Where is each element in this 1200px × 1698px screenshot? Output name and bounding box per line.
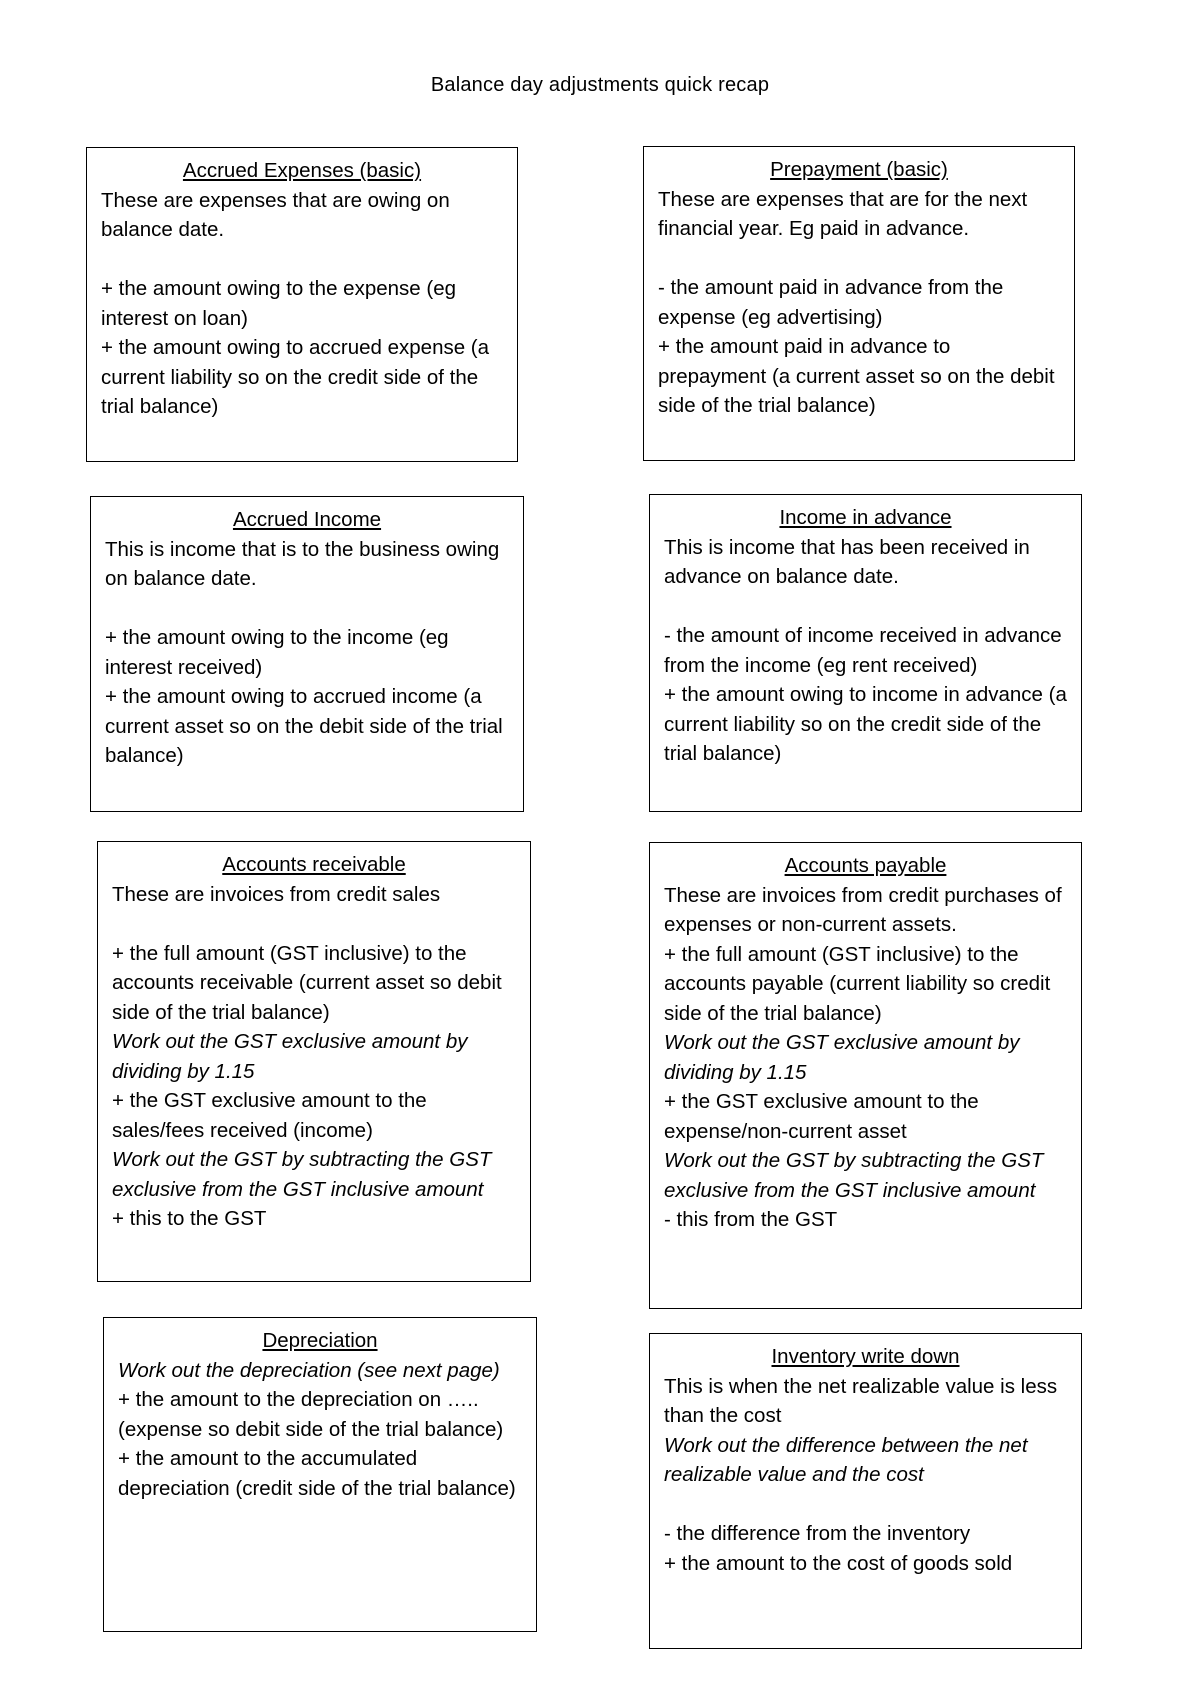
box-title: Accrued Expenses (basic) [182,159,422,182]
accounts-payable-box [649,842,1082,1309]
box-description: These are expenses that are owing on balance date. [101,188,450,241]
box-instruction: Work out the depreciation (see next page) [118,1358,500,1382]
box-step: - the amount paid in advance from the expense (eg advertising) [658,276,1004,329]
box-title: Inventory write down [771,1345,960,1368]
box-step: + the amount owing to the expense (eg interest on loan) [101,277,457,330]
inventory-write-down-box [649,1333,1082,1649]
box-title: Prepayment (basic) [770,158,948,181]
box-step: + the GST exclusive amount to the sales/fees received (income) [112,1089,427,1142]
box-title: Accounts payable [784,854,947,877]
box-step: + the full amount (GST inclusive) to the accounts receivable (current asset so debit side of the trial balance) [112,941,502,1024]
box-description: This is when the net realizable value is less than the cost [664,1374,1058,1427]
box-step: + the amount to the cost of goods sold [664,1551,1013,1575]
box-step: + the amount owing to income in advance (a current liability so on the credit side of the trial balance) [664,683,1067,765]
box-step: + the amount to the depreciation on ….. (expense so debit side of the trial balance) [118,1388,504,1441]
box-step: + the amount paid in advance to prepayment (a current asset so on the debit side of the trial balance) [658,335,1055,417]
box-title: Income in advance [779,506,952,529]
accounts-receivable-box [97,841,531,1282]
box-description: This is income that has been received in advance on balance date. [664,535,1030,588]
box-title: Depreciation [262,1329,378,1352]
page-title: Balance day adjustments quick recap [430,74,770,96]
box-step: + the amount owing to accrued income (a current asset so on the debit side of the trial balance) [105,685,503,767]
depreciation-box [103,1317,537,1632]
box-step: + the full amount (GST inclusive) to the accounts payable (current liability so credit side of the trial balance) [664,942,1051,1025]
box-step: + this to the GST [112,1207,267,1230]
income-in-advance-box [649,494,1082,812]
box-title: Accrued Income [232,508,382,531]
box-description: This is income that is to the business owing on balance date. [105,537,500,590]
box-description: These are invoices from credit sales [112,882,441,906]
box-instruction: Work out the GST exclusive amount by dividing by 1.15 [112,1030,468,1083]
box-step: + the amount to the accumulated depreciation (credit side of the trial balance) [118,1447,516,1500]
box-step: - this from the GST [664,1208,838,1231]
box-instruction: Work out the GST by subtracting the GST exclusive from the GST inclusive amount [112,1148,492,1201]
box-instruction: Work out the GST by subtracting the GST exclusive from the GST inclusive amount [664,1149,1044,1202]
box-step: - the amount of income received in advance from the income (eg rent received) [664,624,1062,677]
prepayment-box [643,146,1075,461]
box-step: - the difference from the inventory [664,1522,971,1545]
box-step: + the GST exclusive amount to the expense/non-current asset [664,1090,979,1143]
box-instruction: Work out the difference between the net realizable value and the cost [664,1433,1028,1486]
accrued-income-box [90,496,524,812]
box-step: + the amount owing to the income (eg interest received) [105,626,449,679]
box-description: These are invoices from credit purchases of expenses or non-current assets. [664,883,1062,936]
box-instruction: Work out the GST exclusive amount by dividing by 1.15 [664,1031,1020,1084]
box-title: Accounts receivable [222,853,406,876]
box-step: + the amount owing to accrued expense (a current liability so on the credit side of the trial balance) [101,336,490,418]
box-description: These are expenses that are for the next financial year. Eg paid in advance. [658,187,1028,240]
accrued-expenses-box [86,147,518,462]
